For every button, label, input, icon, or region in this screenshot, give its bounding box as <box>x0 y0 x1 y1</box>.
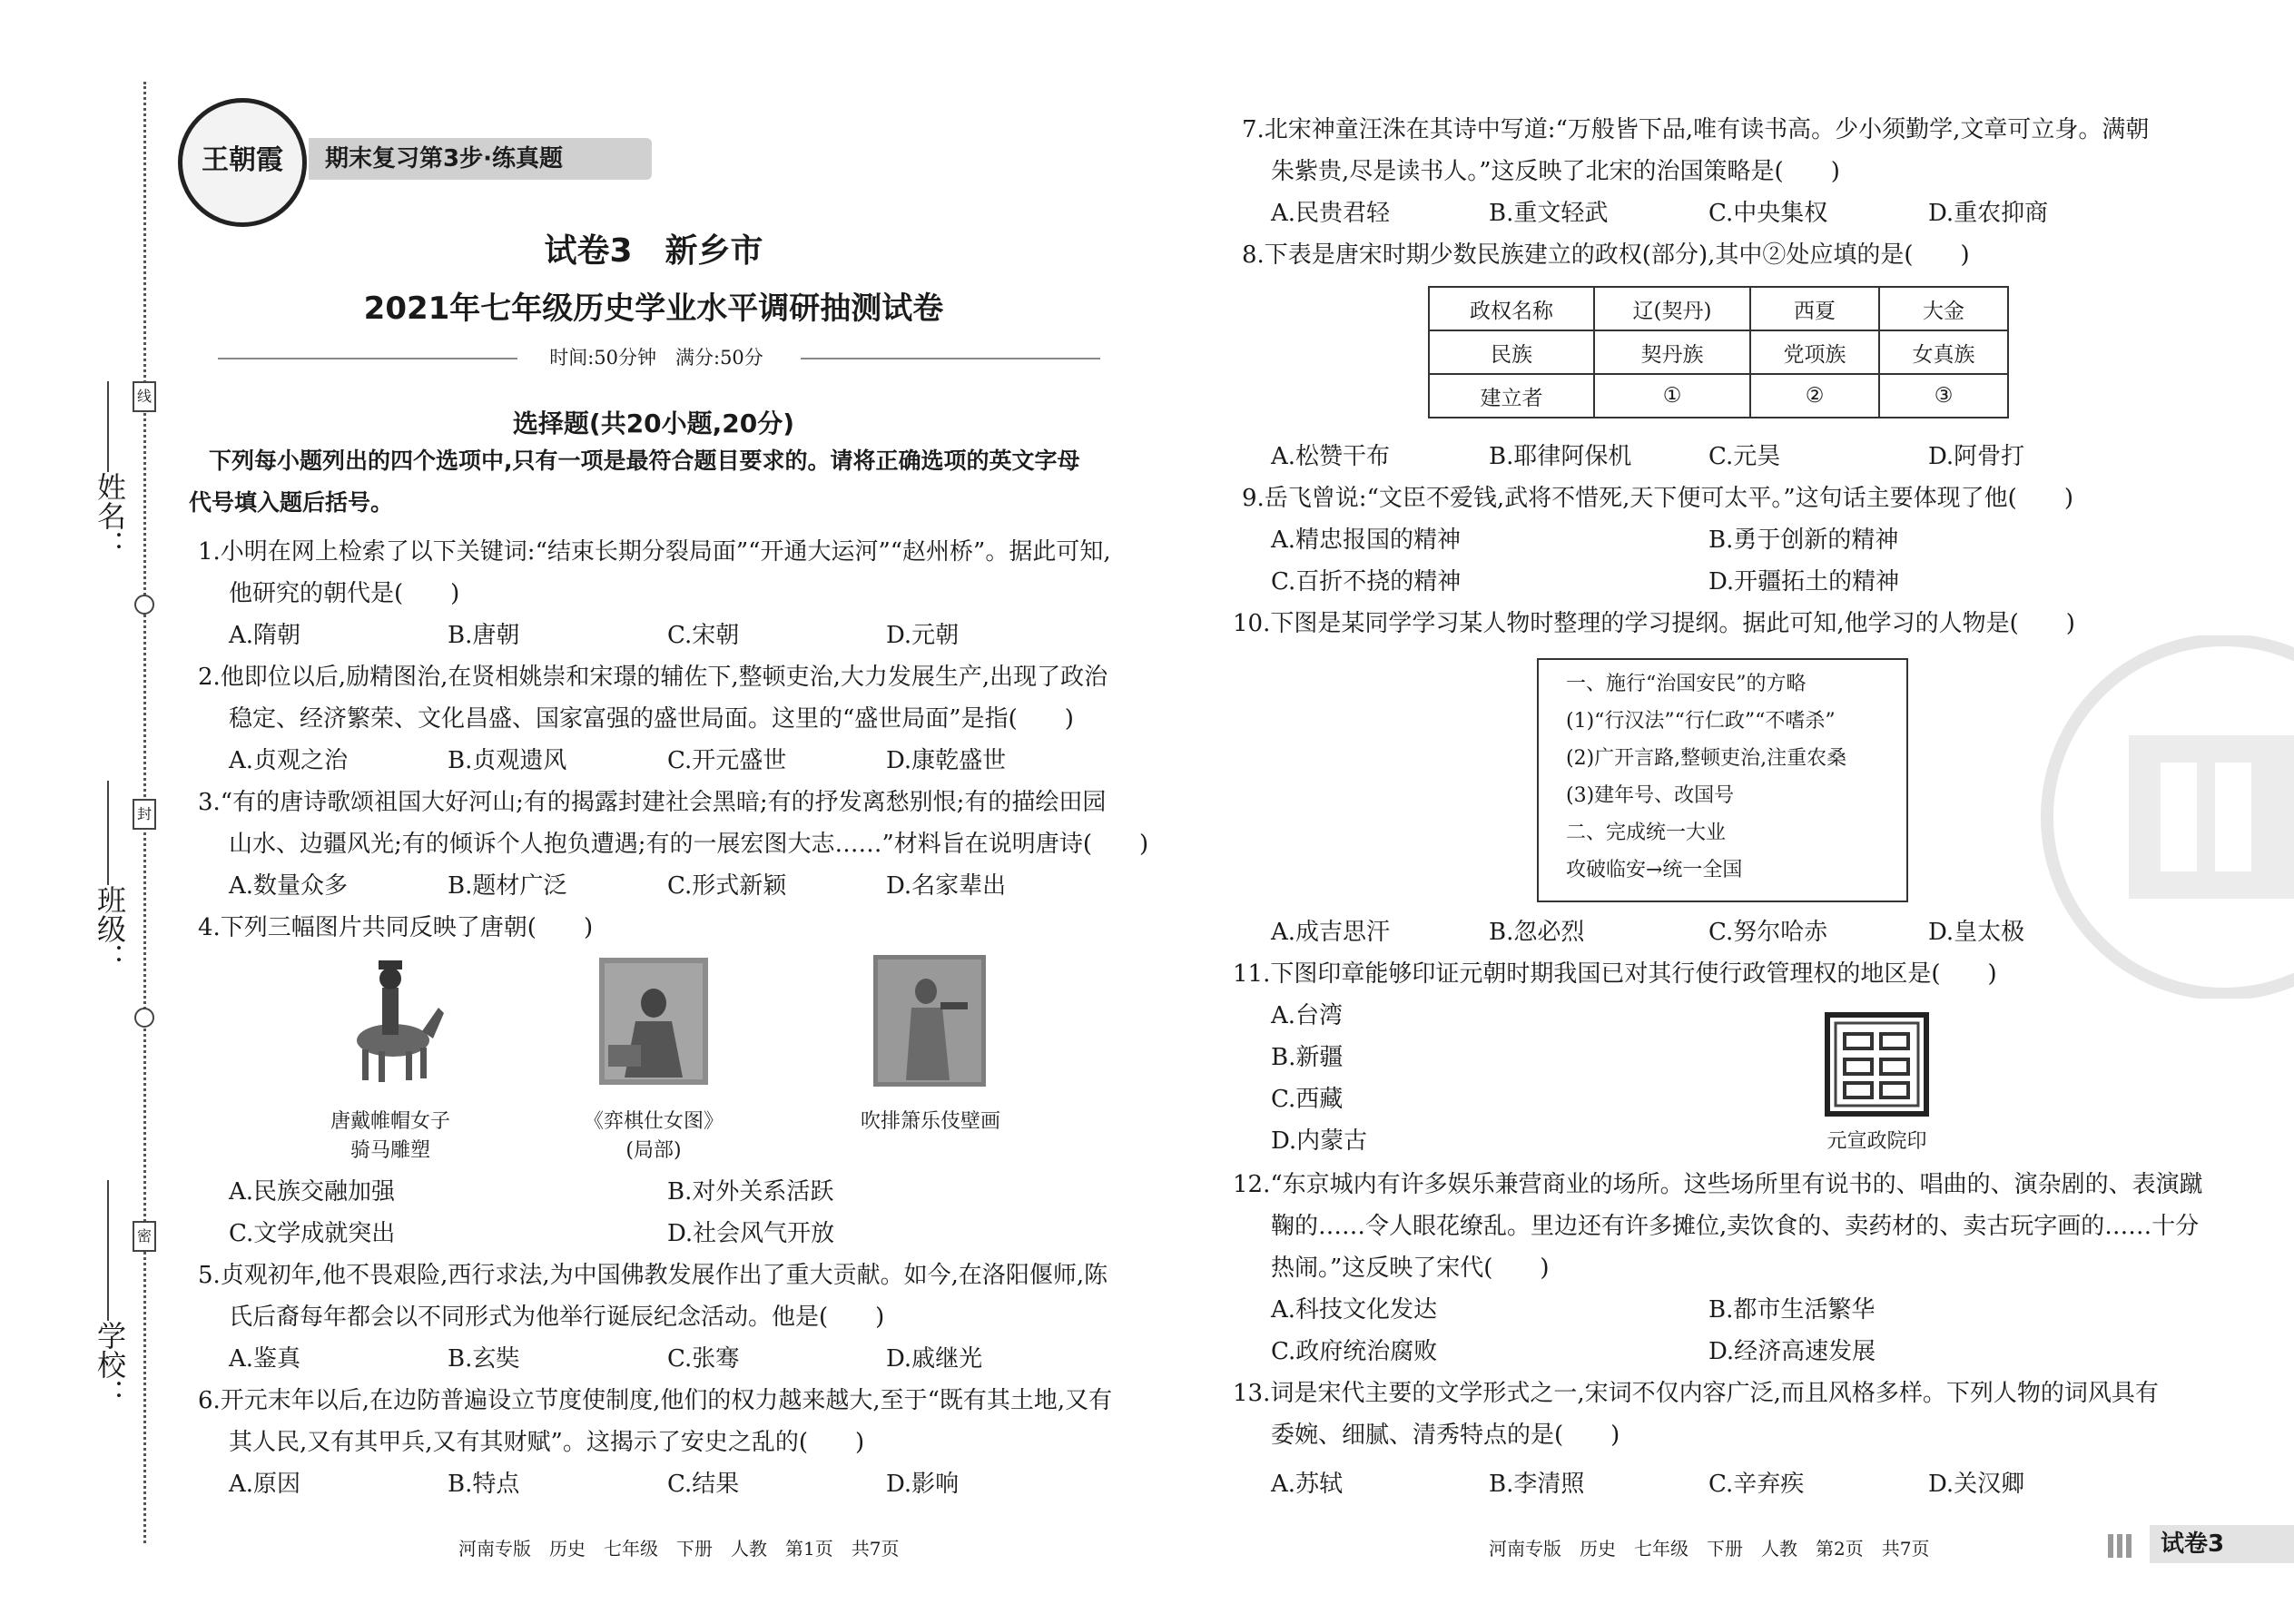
q10-option-a[interactable]: A.成吉思汗 <box>1271 919 1391 946</box>
q7-line-2: 朱紫贵,尽是读书人。”这反映了北宋的治国策略是( ) <box>1271 158 1840 185</box>
q12-line-2: 鞠的……令人眼花缭乱。里边还有许多摊位,卖饮食的、卖药材的、卖古玩字画的……十分 <box>1271 1213 2200 1240</box>
q12-option-a[interactable]: A.科技文化发达 <box>1271 1296 1438 1324</box>
q11-option-d[interactable]: D.内蒙古 <box>1271 1127 1368 1155</box>
q8-option-c[interactable]: C.元昊 <box>1708 443 1781 470</box>
q10-line-1: 10.下图是某同学学习某人物时整理的学习提纲。据此可知,他学习的人物是( ) <box>1233 610 2075 637</box>
table-cell: ③ <box>1879 374 2008 418</box>
q11-line-1: 11.下图印章能够印证元朝时期我国已对其行使行政管理权的地区是( ) <box>1233 960 1997 988</box>
q3-option-b[interactable]: B.题材广泛 <box>448 872 567 900</box>
table-cell: 女真族 <box>1879 330 2008 374</box>
name-blank <box>107 381 109 472</box>
school-blank <box>107 1180 109 1321</box>
q3-option-a[interactable]: A.数量众多 <box>229 872 349 900</box>
q5-line-2: 氏后裔每年都会以不同形式为他举行诞辰纪念活动。他是( ) <box>229 1304 885 1331</box>
q6-option-b[interactable]: B.特点 <box>448 1471 520 1498</box>
q13-line-1: 13.词是宋代主要的文学形式之一,宋词不仅内容广泛,而且风格多样。下列人物的词风具有 <box>1233 1380 2159 1407</box>
caption-3: 吹排箫乐伎壁画 <box>860 1110 1000 1133</box>
table-cell: 西夏 <box>1750 287 1879 330</box>
q4-line-1: 4.下列三幅图片共同反映了唐朝( ) <box>198 914 594 941</box>
q7-option-c[interactable]: C.中央集权 <box>1708 200 1828 227</box>
q4-option-c[interactable]: C.文学成就突出 <box>229 1220 396 1247</box>
q12-option-c[interactable]: C.政府统治腐败 <box>1271 1338 1438 1365</box>
class-label: 班级： <box>93 885 127 972</box>
q1-line-1: 1.小明在网上检索了以下关键词:“结束长期分裂局面”“开通大运河”“赵州桥”。据此可知, <box>198 538 1111 566</box>
secret-watermark-icon <box>2024 635 2294 999</box>
divider-right <box>801 358 1100 359</box>
q6-option-c[interactable]: C.结果 <box>667 1471 740 1498</box>
footer-right: 河南专版 历史 七年级 下册 人教 第2页 共7页 <box>1489 1538 1930 1560</box>
q5-line-1: 5.贞观初年,他不畏艰险,西行求法,为中国佛教发展作出了重大贡献。如今,在洛阳偃师,陈 <box>198 1262 1108 1289</box>
q8-option-d[interactable]: D.阿骨打 <box>1928 443 2025 470</box>
q12-line-1: 12.“东京城内有许多娱乐兼营商业的场所。这些场所里有说书的、唱曲的、演杂剧的、表演蹴 <box>1233 1171 2203 1198</box>
q4-option-b[interactable]: B.对外关系活跃 <box>667 1178 834 1206</box>
table-cell: 大金 <box>1879 287 2008 330</box>
q7-option-b[interactable]: B.重文轻武 <box>1489 200 1609 227</box>
q3-line-1: 3.“有的唐诗歌颂祖国大好河山;有的揭露封建社会黑暗;有的抒发离愁别恨;有的描绘田园 <box>198 789 1107 816</box>
footer-left: 河南专版 历史 七年级 下册 人教 第1页 共7页 <box>458 1538 900 1560</box>
caption-2a: 《弈棋仕女图》 <box>583 1110 724 1133</box>
q13-option-d[interactable]: D.关汉卿 <box>1928 1471 2025 1498</box>
q11-option-b[interactable]: B.新疆 <box>1271 1044 1344 1071</box>
q8-line-1: 8.下表是唐宋时期少数民族建立的政权(部分),其中②处应填的是( ) <box>1242 241 1970 269</box>
q7-option-d[interactable]: D.重农抑商 <box>1928 200 2049 227</box>
q1-line-2: 他研究的朝代是( ) <box>229 580 460 607</box>
table-cell: 建立者 <box>1429 374 1594 418</box>
yuan-seal-image <box>1825 1012 1929 1117</box>
q12-option-d[interactable]: D.经济高速发展 <box>1708 1338 1876 1365</box>
seal-caption: 元宣政院印 <box>1826 1130 1927 1153</box>
paper-subtitle: 2021年七年级历史学业水平调研抽测试卷 <box>363 290 944 327</box>
paper-title: 试卷3 新乡市 <box>544 232 763 270</box>
q6-line-1: 6.开元末年以后,在边防普遍设立节度使制度,他们的权力越来越大,至于“既有其土地,又有 <box>198 1387 1113 1414</box>
q1-option-c[interactable]: C.宋朝 <box>667 622 740 649</box>
q11-option-a[interactable]: A.台湾 <box>1271 1002 1344 1029</box>
q13-option-b[interactable]: B.李清照 <box>1489 1471 1585 1498</box>
table-cell: 民族 <box>1429 330 1594 374</box>
margin-circle <box>134 1008 154 1028</box>
q1-option-a[interactable]: A.隋朝 <box>229 622 301 649</box>
publisher-logo: 王朝霞 <box>178 98 307 227</box>
q4-option-d[interactable]: D.社会风气开放 <box>667 1220 835 1247</box>
q6-option-a[interactable]: A.原因 <box>229 1471 301 1498</box>
q2-option-b[interactable]: B.贞观遗风 <box>448 747 567 774</box>
instruction-line-2: 代号填入题后括号。 <box>189 489 394 516</box>
q8-option-a[interactable]: A.松赞干布 <box>1271 443 1391 470</box>
horse-figurine-image <box>331 951 449 1088</box>
q9-option-c[interactable]: C.百折不挠的精神 <box>1271 568 1462 595</box>
paper-number-tab: 试卷3 <box>2150 1525 2294 1563</box>
school-label: 学校： <box>93 1321 127 1408</box>
q1-option-b[interactable]: B.唐朝 <box>448 622 520 649</box>
outline-line: (3)建年号、改国号 <box>1566 784 1735 807</box>
q9-option-d[interactable]: D.开疆拓土的精神 <box>1708 568 1900 595</box>
q9-option-a[interactable]: A.精忠报国的精神 <box>1271 527 1462 554</box>
seal-line-tag: 线 <box>133 381 156 412</box>
margin-circle <box>134 595 154 615</box>
q12-line-3: 热闹。”这反映了宋代( ) <box>1271 1255 1550 1282</box>
outline-line: 一、施行“治国安民”的方略 <box>1566 673 1807 695</box>
seal-seal-tag: 封 <box>133 799 156 830</box>
q2-option-c[interactable]: C.开元盛世 <box>667 747 787 774</box>
table-cell: 辽(契丹) <box>1594 287 1750 330</box>
mural-image <box>873 955 986 1087</box>
q5-option-a[interactable]: A.鉴真 <box>229 1345 301 1373</box>
outline-line: (2)广开言路,整顿吏治,注重农桑 <box>1566 747 1847 770</box>
q3-line-2: 山水、边疆风光;有的倾诉个人抱负遭遇;有的一展宏图大志……”材料旨在说明唐诗( ) <box>229 831 1149 858</box>
caption-1a: 唐戴帷帽女子 <box>330 1110 450 1133</box>
q3-option-d[interactable]: D.名家辈出 <box>886 872 1007 900</box>
footer-mark <box>2108 1534 2132 1558</box>
q4-option-a[interactable]: A.民族交融加强 <box>229 1178 396 1206</box>
outline-line: 攻破临安→统一全国 <box>1566 859 1743 881</box>
q12-option-b[interactable]: B.都市生活繁华 <box>1708 1296 1876 1324</box>
q3-option-c[interactable]: C.形式新颖 <box>667 872 787 900</box>
q7-option-a[interactable]: A.民贵君轻 <box>1271 200 1391 227</box>
outline-line: 二、完成统一大业 <box>1566 822 1727 844</box>
q6-line-2: 其人民,又有其甲兵,又有其财赋”。这揭示了安史之乱的( ) <box>229 1429 865 1456</box>
q5-option-b[interactable]: B.玄奘 <box>448 1345 520 1373</box>
divider-left <box>218 358 517 359</box>
q13-line-2: 委婉、细腻、清秀特点的是( ) <box>1271 1422 1620 1449</box>
q1-option-d[interactable]: D.元朝 <box>886 622 960 649</box>
q5-option-d[interactable]: D.戚继光 <box>886 1345 983 1373</box>
name-label: 姓名： <box>93 472 127 559</box>
q10-option-b[interactable]: B.忽必烈 <box>1489 919 1585 946</box>
outline-line: (1)“行汉法”“行仁政”“不嗜杀” <box>1566 710 1836 733</box>
caption-2b: (局部) <box>625 1139 682 1162</box>
study-outline-box <box>1537 658 1908 902</box>
time-info: 时间:50分钟 满分:50分 <box>549 347 763 369</box>
review-banner: 期末复习第3步·练真题 <box>309 138 652 180</box>
seal-secret-tag: 密 <box>133 1221 156 1252</box>
table-cell: 政权名称 <box>1429 287 1594 330</box>
class-blank <box>107 781 109 885</box>
q10-option-d[interactable]: D.皇太极 <box>1928 919 2025 946</box>
dynasty-table <box>1428 286 2009 418</box>
q13-option-a[interactable]: A.苏轼 <box>1271 1471 1344 1498</box>
q7-line-1: 7.北宋神童汪洙在其诗中写道:“万般皆下品,唯有读书高。少小须勤学,文章可立身。满朝 <box>1242 116 2150 143</box>
section-title: 选择题(共20小题,20分) <box>512 408 795 438</box>
q9-line-1: 9.岳飞曾说:“文臣不爱钱,武将不惜死,天下便可太平。”这句话主要体现了他( ) <box>1242 485 2073 512</box>
q2-option-d[interactable]: D.康乾盛世 <box>886 747 1007 774</box>
painting-image <box>599 958 708 1085</box>
table-cell: ① <box>1594 374 1750 418</box>
q9-option-b[interactable]: B.勇于创新的精神 <box>1708 527 1899 554</box>
q2-line-2: 稳定、经济繁荣、文化昌盛、国家富强的盛世局面。这里的“盛世局面”是指( ) <box>229 705 1074 733</box>
q2-option-a[interactable]: A.贞观之治 <box>229 747 349 774</box>
q10-option-c[interactable]: C.努尔哈赤 <box>1708 919 1828 946</box>
q6-option-d[interactable]: D.影响 <box>886 1471 960 1498</box>
table-cell: 契丹族 <box>1594 330 1750 374</box>
q13-option-c[interactable]: C.辛弃疾 <box>1708 1471 1805 1498</box>
table-cell: 党项族 <box>1750 330 1879 374</box>
q5-option-c[interactable]: C.张骞 <box>667 1345 740 1373</box>
table-cell: ② <box>1750 374 1879 418</box>
caption-1b: 骑马雕塑 <box>350 1139 430 1162</box>
q2-line-1: 2.他即位以后,励精图治,在贤相姚崇和宋璟的辅佐下,整顿吏治,大力发展生产,出现了政治 <box>198 664 1108 691</box>
q11-option-c[interactable]: C.西藏 <box>1271 1086 1344 1113</box>
instruction-line-1: 下列每小题列出的四个选项中,只有一项是最符合题目要求的。请将正确选项的英文字母 <box>209 448 1080 474</box>
q8-option-b[interactable]: B.耶律阿保机 <box>1489 443 1632 470</box>
